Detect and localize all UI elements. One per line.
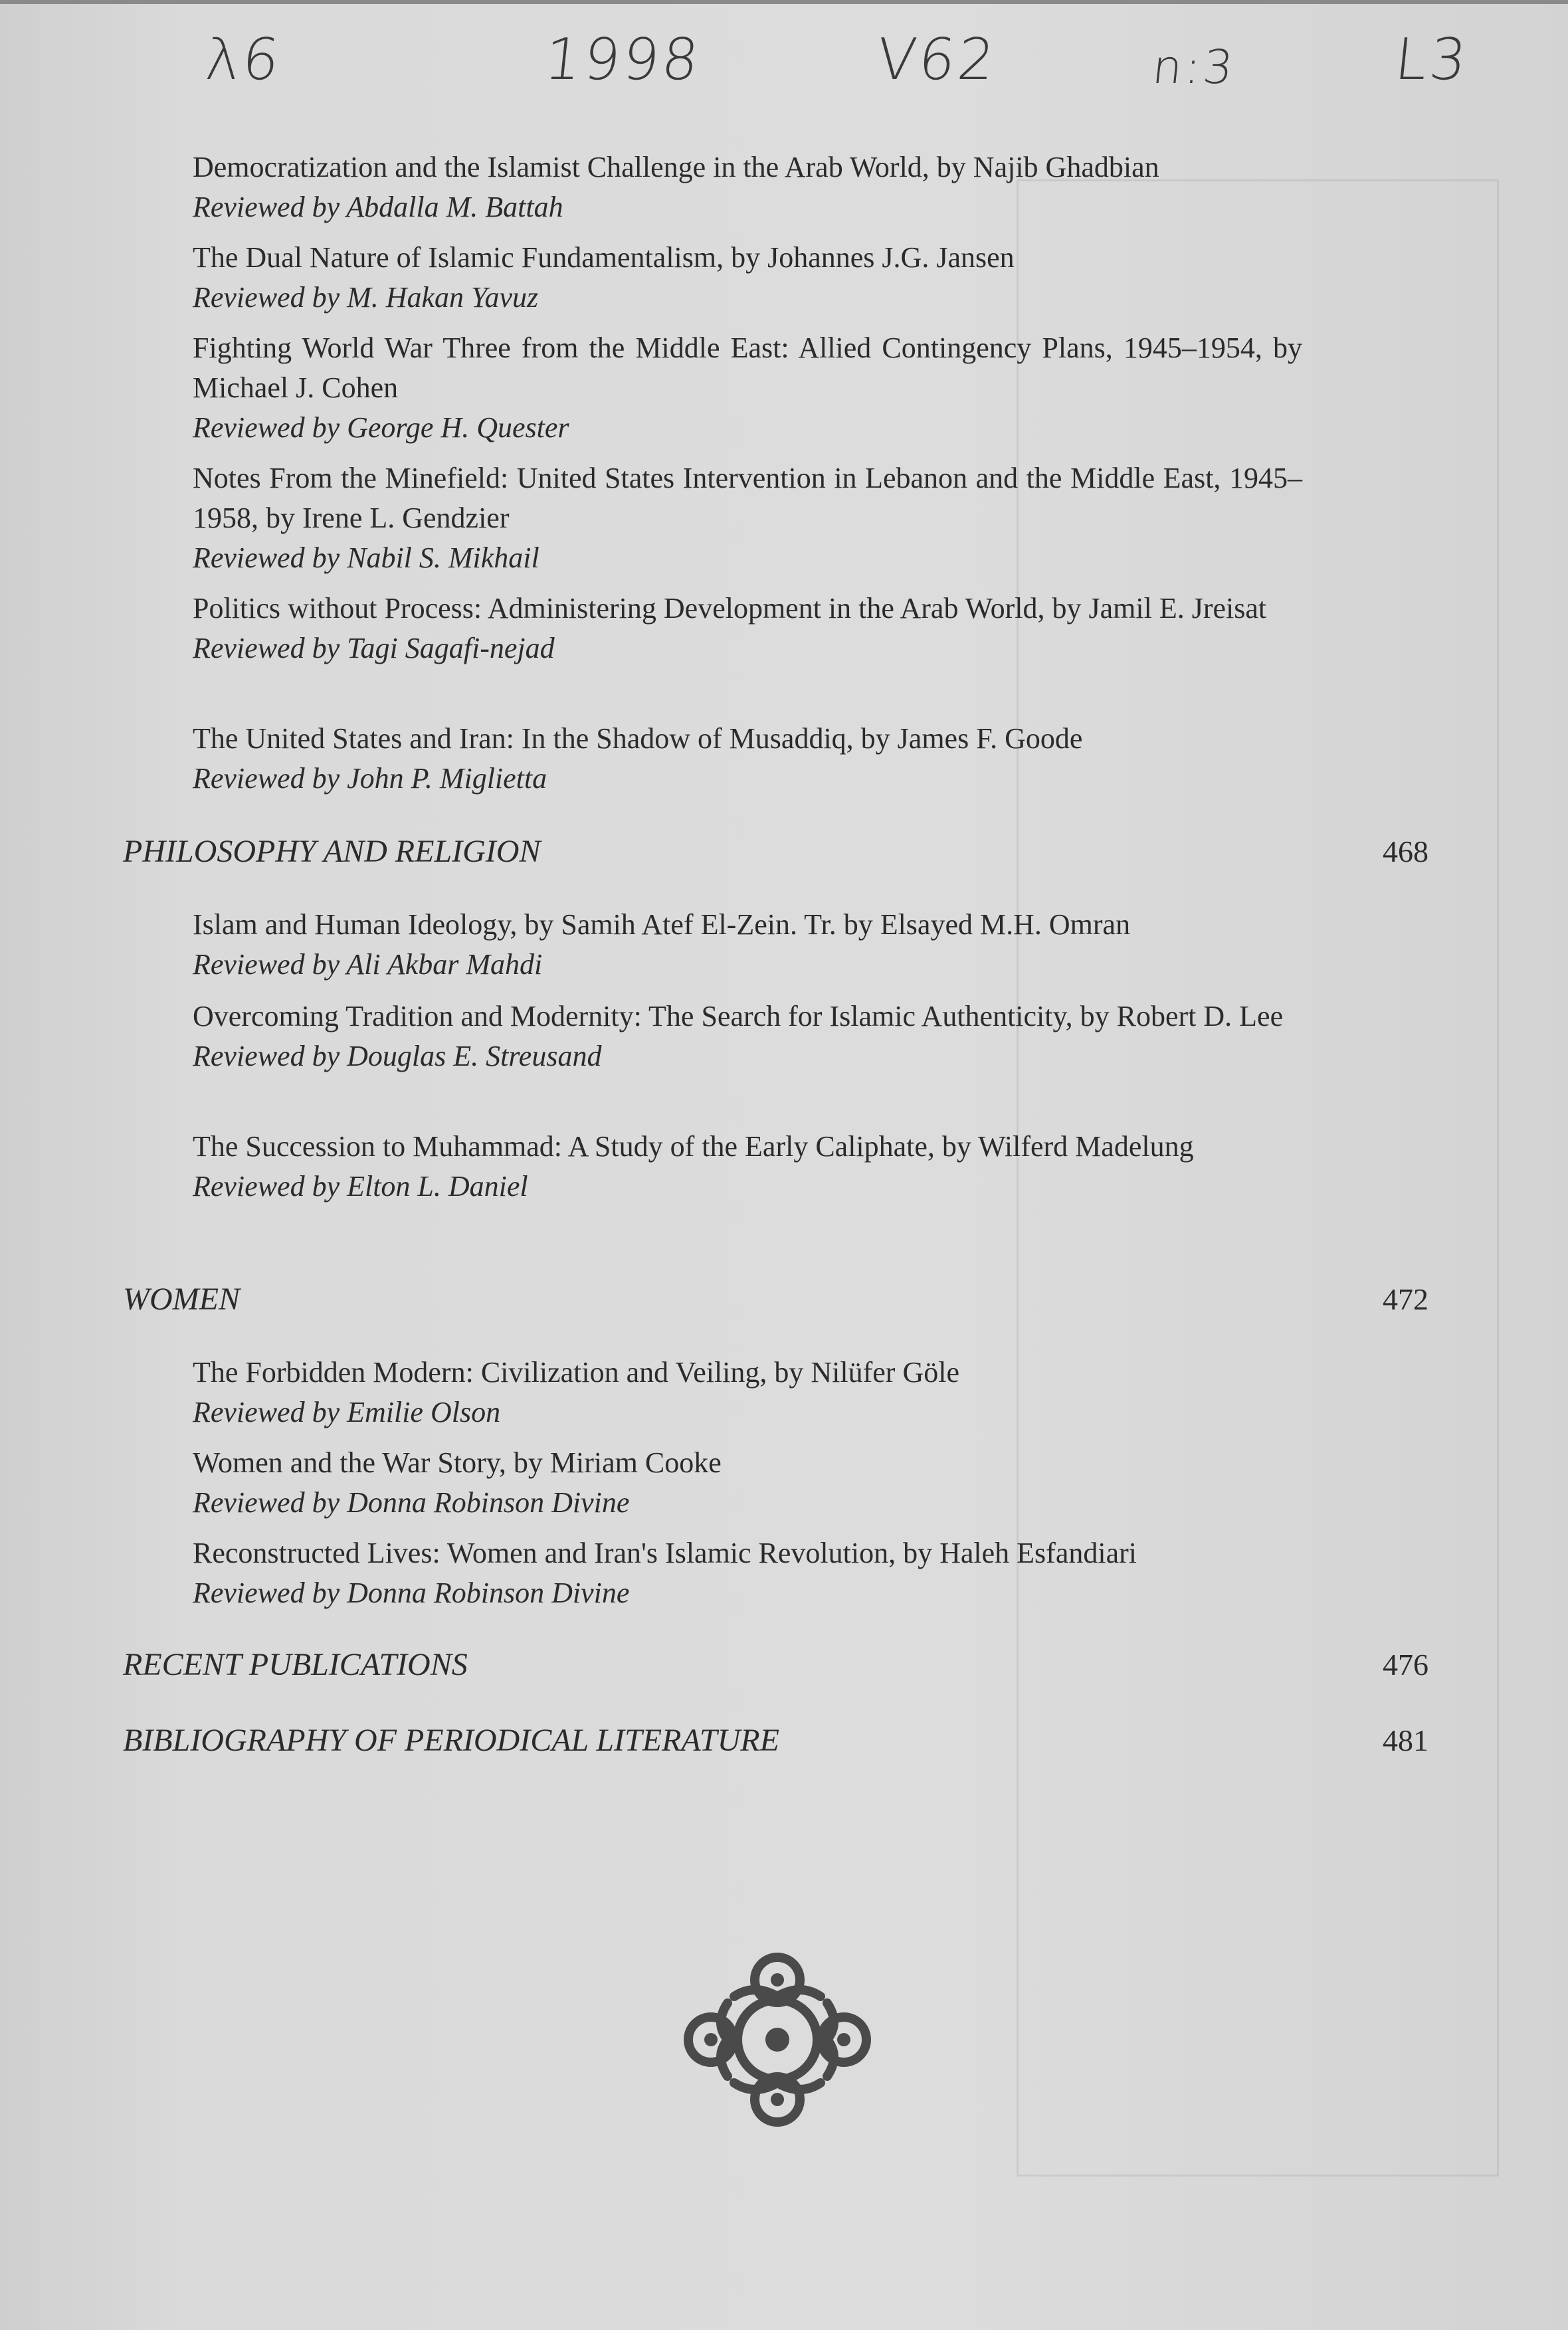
book-title: Reconstructed Lives: Women and Iran's Islamic Revolution, by Haleh Esfandiari (193, 1537, 1137, 1569)
book-title: The Succession to Muhammad: A Study of the Early Caliphate, by Wilferd Madelung (193, 1130, 1194, 1163)
reviewer: Reviewed by Nabil S. Mikhail (193, 541, 539, 574)
toc-entry (193, 328, 1302, 448)
section-title: WOMEN (123, 1282, 240, 1317)
book-title: Islam and Human Ideology, by Samih Atef El-Zein. Tr. by Elsayed M.H. Omran (193, 908, 1131, 941)
handwritten-year: 1998 (541, 27, 705, 93)
toc-entry (193, 1353, 1302, 1432)
toc-entry (193, 238, 1302, 318)
reviewer: Reviewed by Donna Robinson Divine (193, 1577, 630, 1609)
reviewer: Reviewed by Elton L. Daniel (193, 1170, 528, 1203)
section-heading (123, 1278, 1428, 1321)
toc-entry (193, 1443, 1302, 1523)
book-title: Overcoming Tradition and Modernity: The Search for Islamic Authenticity, by Robert D. Lee (193, 1000, 1284, 1032)
section-title: BIBLIOGRAPHY OF PERIODICAL LITERATURE (123, 1723, 779, 1758)
handwritten-number: n:3 (1149, 40, 1238, 94)
toc-entry (193, 458, 1302, 578)
section-title: RECENT PUBLICATIONS (123, 1647, 468, 1682)
reviewer: Reviewed by Douglas E. Streusand (193, 1040, 602, 1072)
toc-entry (193, 1127, 1302, 1207)
toc-entry (193, 905, 1302, 985)
reviewer: Reviewed by Tagi Sagafi-nejad (193, 632, 555, 664)
section-heading (123, 830, 1428, 873)
book-title: The Forbidden Modern: Civilization and Veiling, by Nilüfer Göle (193, 1356, 959, 1389)
handwritten-mark-end: L3 (1391, 27, 1472, 93)
section-page-number: 481 (1383, 1723, 1428, 1757)
section-page-number: 476 (1383, 1648, 1428, 1682)
book-title: The Dual Nature of Islamic Fundamentalism, by Johannes J.G. Jansen (193, 241, 1015, 274)
toc-entry (193, 719, 1302, 799)
reviewer: Reviewed by Donna Robinson Divine (193, 1486, 630, 1519)
reviewer: Reviewed by M. Hakan Yavuz (193, 281, 539, 314)
handwritten-volume: V62 (873, 27, 1001, 93)
reviewer: Reviewed by Emilie Olson (193, 1396, 501, 1428)
book-title: Notes From the Minefield: United States Intervention in Lebanon and the Middle East, 1945–1958, by Irene L. Gendzier (193, 462, 1302, 534)
toc-entry (193, 1533, 1302, 1613)
book-title: Democratization and the Islamist Challenge in the Arab World, by Najib Ghadbian (193, 151, 1159, 183)
reviewer: Reviewed by John P. Miglietta (193, 762, 547, 795)
book-title: The United States and Iran: In the Shadow of Musaddiq, by James F. Goode (193, 722, 1083, 755)
reviewer: Reviewed by George H. Quester (193, 411, 569, 444)
toc-entry (193, 147, 1302, 227)
reviewer: Reviewed by Abdalla M. Battah (193, 191, 563, 223)
toc-entry (193, 997, 1302, 1076)
section-title: PHILOSOPHY AND RELIGION (123, 834, 541, 869)
book-title: Women and the War Story, by Miriam Cooke (193, 1446, 722, 1479)
reviewer: Reviewed by Ali Akbar Mahdi (193, 948, 543, 981)
book-title: Fighting World War Three from the Middle East: Allied Contingency Plans, 1945–1954, by Michael J. Cohen (193, 332, 1302, 404)
section-page-number: 468 (1383, 834, 1428, 868)
toc-entry (193, 589, 1302, 668)
arabesque-ornament-icon (671, 1940, 884, 2139)
handwritten-mark: λ6 (202, 27, 285, 93)
section-heading (123, 1644, 1428, 1686)
section-heading (123, 1719, 1428, 1762)
section-page-number: 472 (1383, 1282, 1428, 1316)
book-title: Politics without Process: Administering Development in the Arab World, by Jamil E. Jreisat (193, 592, 1267, 625)
page-top-edge (0, 0, 1568, 4)
